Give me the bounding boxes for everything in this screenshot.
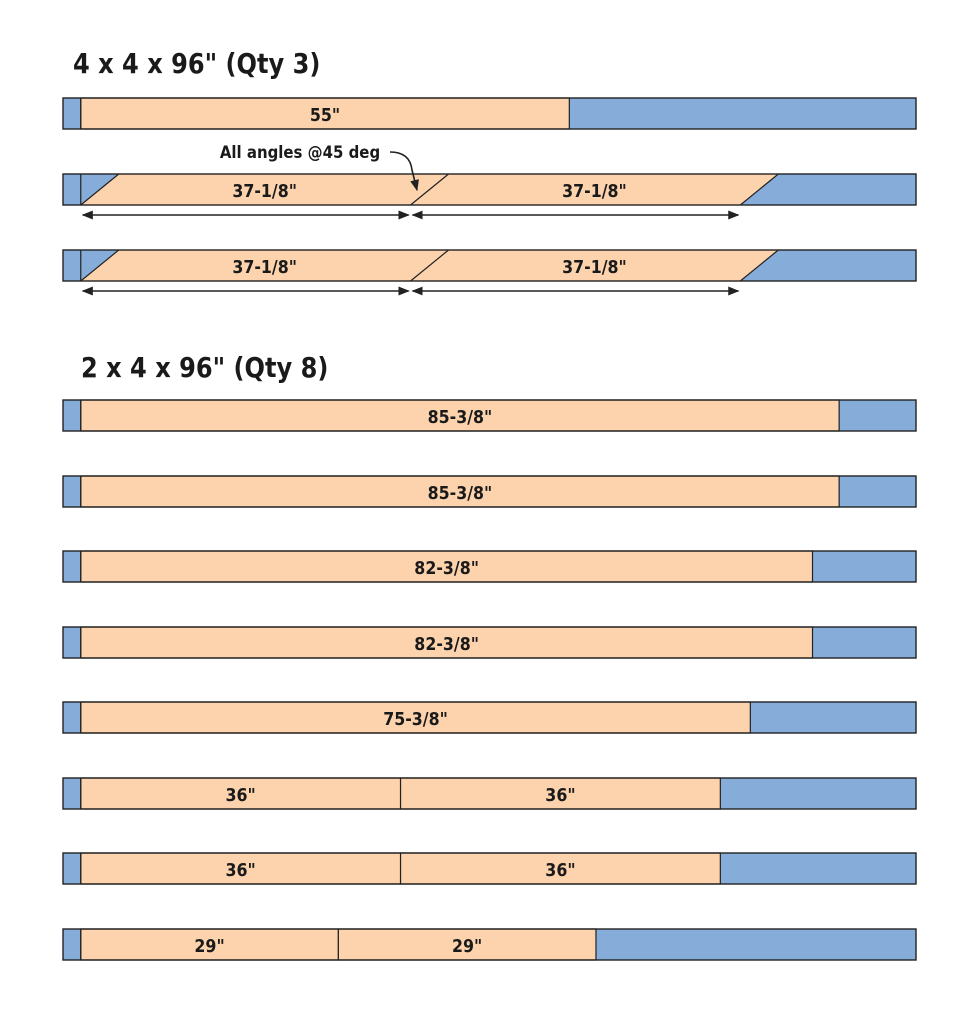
piece-label: 37-1/8" [562,255,627,278]
piece-label: 36" [225,858,256,881]
piece-label: 29" [452,934,483,957]
board [63,551,916,582]
board [63,400,916,431]
board [63,476,916,507]
board [63,98,916,129]
board [63,627,916,658]
board [63,929,916,960]
board [63,174,916,205]
piece-label: 82-3/8" [414,556,479,579]
piece-label: 75-3/8" [383,707,448,730]
piece-label: 82-3/8" [414,632,479,655]
angle-annotation: All angles @45 deg [219,141,381,163]
piece-label: 37-1/8" [232,255,297,278]
piece-label: 85-3/8" [427,481,493,504]
piece-label: 37-1/8" [562,179,627,202]
piece-label: 55" [309,103,341,126]
piece-label: 36" [545,783,576,806]
piece-label: 29" [194,934,225,957]
piece-label: 37-1/8" [232,179,297,202]
piece-label: 85-3/8" [427,405,493,428]
group-title-2x4: 2 x 4 x 96" (Qty 8) [81,351,329,384]
board [63,250,916,281]
piece-label: 36" [545,858,576,881]
board [63,702,916,733]
board [63,853,916,884]
piece-label: 36" [225,783,256,806]
group-title-4x4: 4 x 4 x 96" (Qty 3) [73,47,321,80]
board [63,778,916,809]
